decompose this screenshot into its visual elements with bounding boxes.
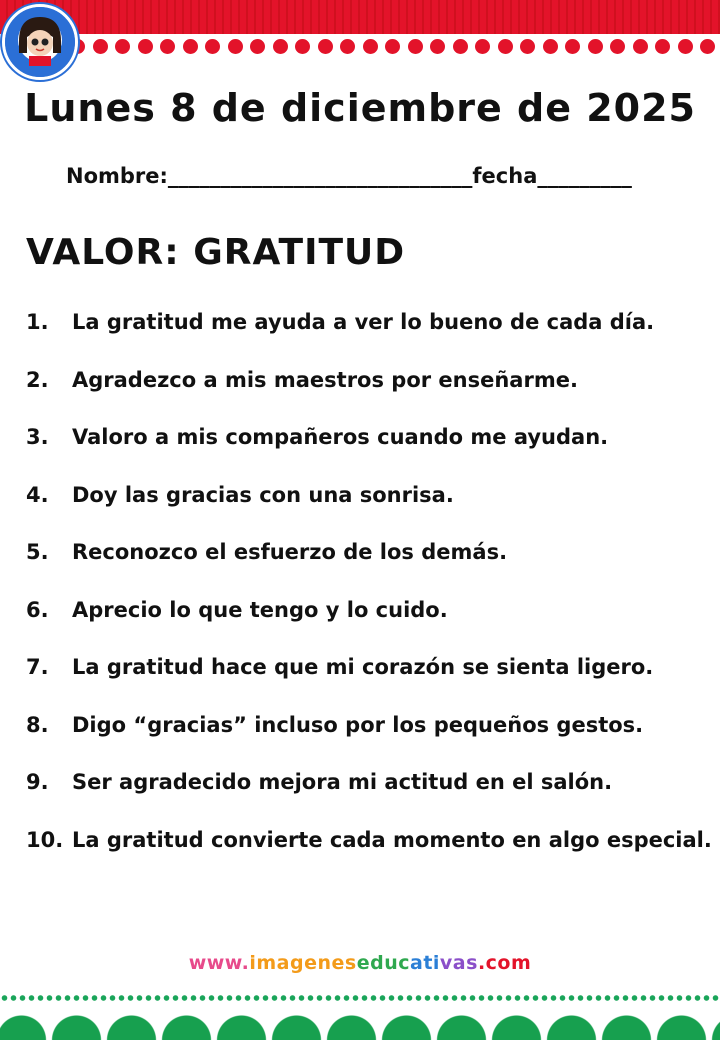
decorative-dot xyxy=(633,39,648,54)
url-part: .com xyxy=(477,952,532,974)
decorative-dot xyxy=(700,39,715,54)
item-number: 4. xyxy=(26,482,49,507)
item-text: La gratitud me ayuda a ver lo bueno de cada día. xyxy=(72,310,655,334)
decorative-dot xyxy=(475,39,490,54)
item-number: 1. xyxy=(26,310,49,334)
item-text: Valoro a mis compañeros cuando me ayudan. xyxy=(72,425,609,449)
decorative-dot xyxy=(655,39,670,54)
top-decorative-band xyxy=(0,0,720,34)
decorative-dot xyxy=(565,39,580,54)
item-text: La gratitud hace que mi corazón se sienta ligero. xyxy=(72,655,654,679)
decorative-dot xyxy=(205,39,220,54)
decorative-dot xyxy=(498,39,513,54)
item-number: 7. xyxy=(26,655,49,679)
girl-avatar-logo-icon xyxy=(2,4,78,80)
item-text: Aprecio lo que tengo y lo cuido. xyxy=(72,597,448,622)
item-text: Reconozco el esfuerzo de los demás. xyxy=(72,540,508,564)
decorative-dot xyxy=(385,39,400,54)
bottom-scallop-border xyxy=(0,1008,720,1040)
page-title: Lunes 8 de diciembre de 2025 xyxy=(24,86,696,130)
list-item xyxy=(26,425,716,483)
item-text: Agradezco a mis maestros por enseñarme. xyxy=(72,367,578,392)
values-list xyxy=(26,310,716,885)
list-item xyxy=(26,483,716,541)
list-item xyxy=(26,598,716,656)
item-number: 8. xyxy=(26,712,49,737)
decorative-dot xyxy=(543,39,558,54)
website-url-link[interactable] xyxy=(0,952,720,974)
list-item xyxy=(26,368,716,426)
decorative-dot xyxy=(453,39,468,54)
decorative-dot xyxy=(160,39,175,54)
decorative-dot xyxy=(115,39,130,54)
decorative-dot xyxy=(295,39,310,54)
decorative-dot xyxy=(363,39,378,54)
item-number: 3. xyxy=(26,425,49,449)
decorative-dot xyxy=(138,39,153,54)
url-part: imagenes xyxy=(249,952,357,974)
list-item xyxy=(26,655,716,713)
decorative-dot xyxy=(520,39,535,54)
item-text: Ser agradecido mejora mi actitud en el salón. xyxy=(72,770,613,794)
url-part: ati xyxy=(410,952,440,974)
item-number: 6. xyxy=(26,597,49,622)
list-item xyxy=(26,310,716,368)
section-heading: VALOR: GRATITUD xyxy=(26,232,406,273)
item-number: 9. xyxy=(26,770,49,794)
decorative-dot xyxy=(228,39,243,54)
item-text: Digo “gracias” incluso por los pequeños gestos. xyxy=(72,712,644,737)
decorative-dot xyxy=(588,39,603,54)
url-part: vas xyxy=(439,952,478,974)
item-text: Doy las gracias con una sonrisa. xyxy=(72,482,454,507)
decorative-dot xyxy=(678,39,693,54)
bottom-dot-border xyxy=(0,994,720,1002)
item-number: 10. xyxy=(26,827,64,852)
decorative-dot xyxy=(250,39,265,54)
url-part: www. xyxy=(188,952,250,974)
decorative-dot xyxy=(430,39,445,54)
top-dot-border xyxy=(70,38,720,54)
list-item xyxy=(26,540,716,598)
list-item xyxy=(26,828,716,886)
decorative-dot xyxy=(273,39,288,54)
list-item xyxy=(26,770,716,828)
decorative-dot xyxy=(183,39,198,54)
decorative-dot xyxy=(610,39,625,54)
url-part: educ xyxy=(356,952,410,974)
decorative-dot xyxy=(318,39,333,54)
item-text: La gratitud convierte cada momento en algo especial. xyxy=(72,827,712,852)
item-number: 5. xyxy=(26,540,49,564)
item-number: 2. xyxy=(26,367,49,392)
decorative-dot xyxy=(93,39,108,54)
decorative-dot xyxy=(340,39,355,54)
decorative-dot xyxy=(408,39,423,54)
name-date-line: Nombre:_____________________________fecha_________ xyxy=(66,164,632,188)
list-item xyxy=(26,713,716,771)
